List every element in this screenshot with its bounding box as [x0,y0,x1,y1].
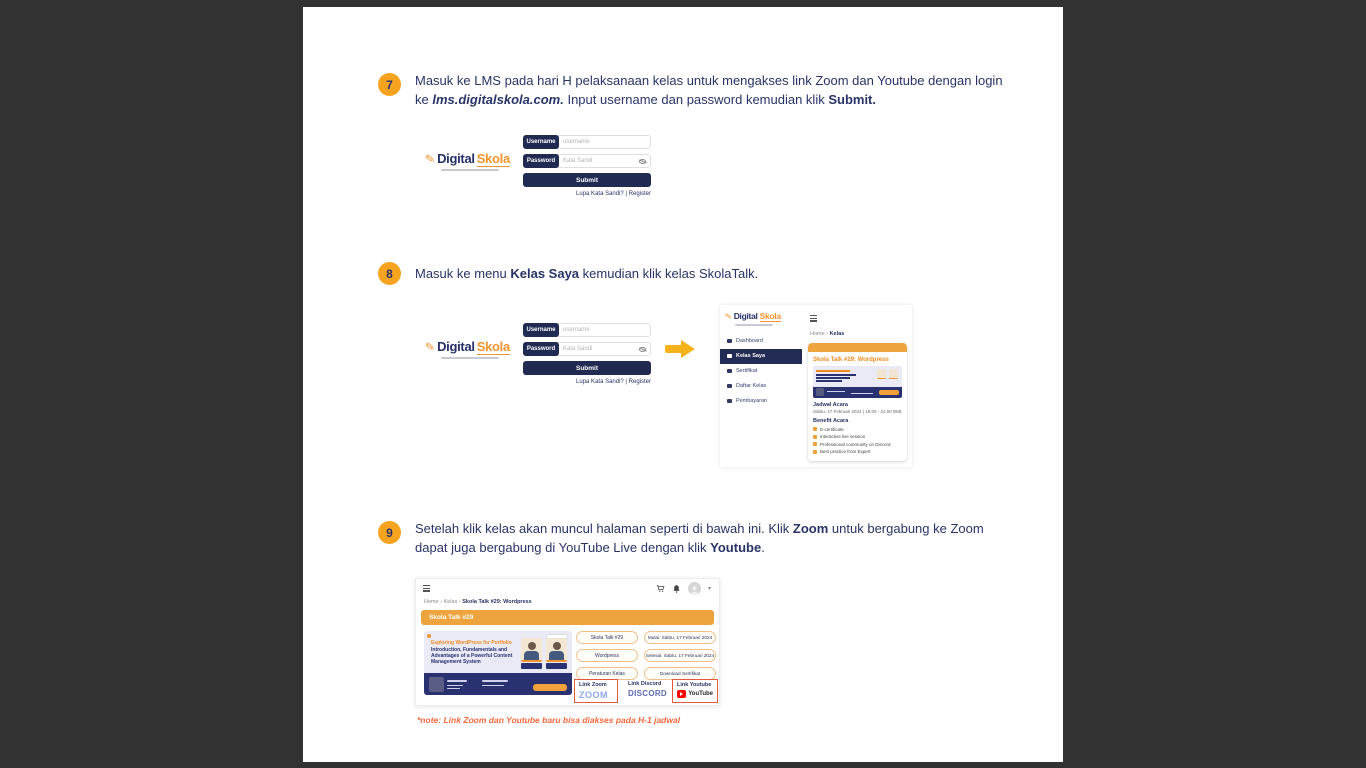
class-banner-thumbnail [813,366,902,398]
link-zoom-button[interactable] [574,679,618,703]
bell-icon[interactable] [672,584,681,594]
document-page [303,7,1063,762]
password-placeholder: Kata Sandi [563,158,593,164]
breadcrumb-home[interactable]: Home [424,599,439,605]
benefit-icon [813,427,817,431]
show-password-icon[interactable] [639,347,646,352]
step-8-seg1: Masuk ke menu [415,266,511,281]
password-placeholder: Kata Sandi [563,346,593,352]
logo-text-digital: Digital [733,311,758,321]
link-discord-label: Link Discord [628,681,662,687]
password-input[interactable] [557,342,651,356]
step-7-seg3: Input username dan password kemudian klik [563,92,829,107]
step-8-number: 8 [386,266,393,281]
step-7-submit-word: Submit. [828,92,876,107]
breadcrumb [424,599,532,605]
poster-subtitle: Introduction, Fundamentals and Advantages of a Powerful Content Management System [431,647,513,665]
logo-text-skola: Skola [759,311,781,321]
username-label: Username [523,135,559,149]
logo-text-digital: Digital [437,339,475,354]
forgot-register-links[interactable]: Lupa Kata Sandi? | Register [576,191,651,197]
sertifikat-icon [727,369,732,373]
speaker-photo [877,369,886,379]
topbar [416,579,719,596]
password-input[interactable] [557,154,651,168]
moderator-photo [816,388,824,396]
speaker-photo [521,638,542,662]
jadwal-acara-date: Sabtu, 17 Februari 2024 | 19.00 - 21.00 WIB [813,409,902,414]
login-screenshot-1 [425,135,651,207]
username-input[interactable] [557,135,651,149]
step-8-text [415,264,1003,283]
logo-tagline [735,324,773,326]
pencil-icon: ✎ [424,339,436,355]
dashboard-icon [727,339,732,343]
sidebar-item-label: Pembayaran [736,398,768,404]
poster-title: Exploring WordPress for Portfolio [431,640,512,646]
step-9-seg5: . [761,540,765,555]
sidebar-item-label: Dashboard [736,338,763,344]
username-label: Username [523,323,559,337]
chevron-down-icon[interactable]: ▾ [707,586,711,592]
benefit-icon [813,450,817,454]
pencil-icon [427,634,431,638]
link-discord-button[interactable] [624,679,672,703]
speaker-photo [546,638,567,662]
submit-button[interactable]: Submit [523,361,651,375]
hamburger-menu-icon[interactable] [810,315,817,322]
password-label: Password [523,154,559,168]
youtube-play-icon [677,690,686,698]
sidebar-item-kelas-saya[interactable] [720,349,802,364]
benefit-item [813,427,902,432]
pill-topic[interactable]: Wordpress [576,649,638,662]
pembayaran-icon [727,399,732,403]
step-7-seg1: Masuk ke LMS pada hari H pelaksanaan kelas untuk mengakses link Zoom dan Youtube dengan login ke [415,73,1003,107]
poster-cta-button [879,390,899,395]
footnote: *note: Link Zoom dan Youtube baru bisa diakses pada H-1 jadwal [417,715,681,725]
speaker-photo [889,369,898,379]
breadcrumb-current: Kelas [829,331,845,337]
benefit-label: Best practice from Expert [820,449,871,454]
logo-tagline [441,169,499,171]
show-password-icon[interactable] [639,159,646,164]
poster-footer [424,673,572,695]
sidebar-item-sertifikat[interactable] [720,364,802,379]
step-7-number: 7 [386,77,393,92]
benefit-item [813,449,902,454]
step-9-zoom-word: Zoom [792,521,829,536]
benefit-icon [813,442,817,446]
step-9-youtube-word: Youtube [710,540,762,555]
step-9-badge [378,521,401,544]
sidebar-item-label: Daftar Kelas [736,383,767,389]
pill-selesai-date[interactable]: Selesai: Sabtu, 17 Februari 2024 [644,649,716,662]
pill-download-sertifikat[interactable]: Download Sertifikat [644,667,716,680]
moderator-photo [429,677,444,692]
dashboard-sidebar [720,305,802,467]
forgot-register-links[interactable]: Lupa Kata Sandi? | Register [576,379,651,385]
benefit-item [813,442,902,447]
pill-class-name[interactable]: Skola Talk #29 [576,631,638,644]
step-9-text [415,519,990,557]
benefit-label: E-certificate [820,426,844,432]
daftar-kelas-icon [727,384,732,388]
lms-dashboard-screenshot [720,305,912,467]
step-8-kelas-saya-word: Kelas Saya [510,266,580,281]
password-label: Password [523,342,559,356]
class-title-band [421,610,714,625]
discord-logo: DISCORD [628,689,667,698]
benefit-icon [813,435,817,439]
digitalskola-logo [725,311,802,326]
step-7-lms-url: lms.digitalskola.com. [432,92,564,107]
right-arrow-icon [665,340,697,358]
logo-tagline [441,357,499,359]
speaker-caption [546,663,567,669]
step-9-seg3: untuk bergabung ke Zoom dapat juga bergabung di YouTube Live dengan klik [415,521,984,555]
step-7-text [415,71,1003,109]
username-input[interactable] [557,323,651,337]
breadcrumb-kelas[interactable]: Kelas [443,599,458,605]
benefit-acara-heading: Benefit Acara [813,418,849,424]
link-zoom-label: Link Zoom [579,682,607,688]
sidebar-item-label: Kelas Saya [736,353,766,359]
logo-text-skola: Skola [476,151,510,166]
pill-mulai-date[interactable]: Mulai: Sabtu, 17 Februari 2024 [644,631,716,644]
class-banner [424,631,572,695]
sidebar-item-daftar-kelas[interactable] [720,379,802,394]
login-screenshot-2 [425,323,651,395]
user-avatar[interactable] [688,582,701,595]
pencil-icon: ✎ [724,311,733,322]
class-title: Skola Talk #29 [429,614,474,621]
class-page-screenshot [415,578,720,706]
poster-cta-button [533,684,567,691]
step-8-badge [378,262,401,285]
sidebar-item-label: Sertifikat [736,368,758,374]
card-header-band [808,343,907,352]
step-9-seg1: Setelah klik kelas akan muncul halaman seperti di bawah ini. Klik [415,521,793,536]
sidebar-item-pembayaran[interactable] [720,394,802,409]
class-card-title[interactable]: Skola Talk #29: Wordpress [813,357,889,363]
speaker-caption [521,663,542,669]
username-placeholder: username [563,139,590,145]
jadwal-acara-heading: Jadwal Acara [813,402,848,408]
kelas-saya-icon [727,354,732,358]
step-8-seg3: kemudian klik kelas SkolaTalk. [579,266,759,281]
benefit-label: Professional community on Discord [820,441,891,447]
breadcrumb-current: Skola Talk #29: Wordpress [462,599,532,605]
digitalskola-logo [425,151,510,171]
step-7-badge [378,73,401,96]
pill-peraturan-kelas[interactable]: Peraturan Kelas [576,667,638,680]
zoom-logo: ZOOM [579,690,608,700]
benefit-label: Interactive live session [820,434,866,439]
breadcrumb [810,331,844,337]
class-card[interactable] [808,343,907,461]
cart-icon[interactable] [656,584,665,593]
digitalskola-logo [425,339,510,359]
sidebar-item-dashboard[interactable] [720,334,802,349]
breadcrumb-separator: › [440,599,443,605]
link-youtube-button[interactable] [672,679,718,703]
step-9-number: 9 [386,525,393,540]
username-placeholder: username [563,327,590,333]
logo-text-digital: Digital [437,151,475,166]
hamburger-menu-icon[interactable] [423,585,430,592]
login-form [523,323,651,385]
benefit-item [813,434,902,439]
link-youtube-label: Link Youtube [677,682,712,688]
youtube-wordmark: YouTube [688,691,713,697]
logo-text-skola: Skola [476,339,510,354]
pencil-icon: ✎ [424,151,436,167]
submit-button[interactable]: Submit [523,173,651,187]
breadcrumb-home[interactable]: Home [810,331,825,337]
breadcrumb-separator: › [458,599,461,605]
login-form [523,135,651,197]
breadcrumb-separator: › [826,331,829,337]
